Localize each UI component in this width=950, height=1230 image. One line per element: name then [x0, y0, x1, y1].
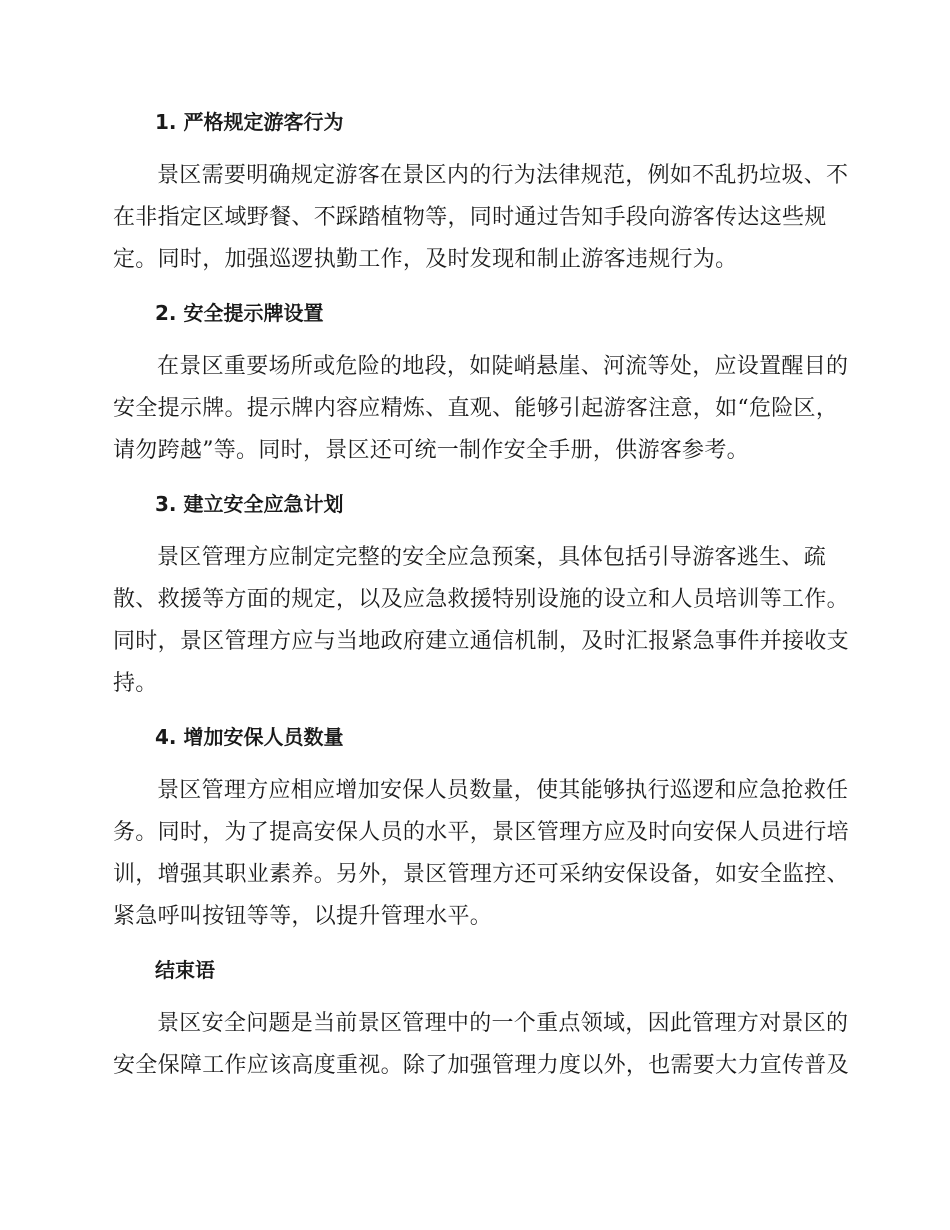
paragraph-line: 景区需要明确规定游客在景区内的行为法律规范，例如不乱扔垃圾、不: [157, 163, 849, 188]
section-3: [113, 490, 849, 705]
section-heading: 4. 增加安保人员数量: [155, 725, 344, 749]
section-conclusion: [113, 956, 849, 1087]
section-paragraph: [113, 346, 849, 472]
paragraph-line: 安全保障工作应该高度重视。除了加强管理力度以外，也需要大力宣传普及: [113, 1053, 849, 1078]
section-heading: 1. 严格规定游客行为: [155, 110, 344, 134]
paragraph-line: 紧急呼叫按钮等等，以提升管理水平。: [113, 904, 493, 929]
paragraph-line: 训，增强其职业素养。另外，景区管理方还可采纳安保设备，如安全监控、: [113, 862, 849, 887]
section-1: [113, 108, 849, 281]
section-paragraph: [113, 537, 849, 705]
document-page: [113, 108, 849, 1105]
section-4: [113, 723, 849, 938]
paragraph-line: 景区管理方应制定完整的安全应急预案，具体包括引导游客逃生、疏: [157, 545, 827, 570]
paragraph-line: 在景区重要场所或危险的地段，如陡峭悬崖、河流等处，应设置醒目的: [157, 354, 849, 379]
paragraph-line: 务。同时，为了提高安保人员的水平，景区管理方应及时向安保人员进行培: [113, 820, 849, 845]
paragraph-line: 请勿跨越”等。同时，景区还可统一制作安全手册，供游客参考。: [113, 438, 749, 463]
paragraph-line: 景区管理方应相应增加安保人员数量，使其能够执行巡逻和应急抢救任: [157, 778, 849, 803]
paragraph-line: 定。同时，加强巡逻执勤工作，及时发现和制止游客违规行为。: [113, 247, 738, 272]
paragraph-line: 散、救援等方面的规定，以及应急救援特别设施的设立和人员培训等工作。: [113, 587, 849, 612]
section-heading: 3. 建立安全应急计划: [155, 492, 344, 516]
paragraph-line: 景区安全问题是当前景区管理中的一个重点领域，因此管理方对景区的: [157, 1011, 849, 1036]
section-heading: 2. 安全提示牌设置: [155, 301, 324, 325]
section-heading: 结束语: [155, 958, 215, 982]
paragraph-line: 同时，景区管理方应与当地政府建立通信机制，及时汇报紧急事件并接收支: [113, 629, 849, 654]
section-2: [113, 299, 849, 472]
paragraph-line: 持。: [113, 671, 158, 696]
paragraph-line: 在非指定区域野餐、不踩踏植物等，同时通过告知手段向游客传达这些规: [113, 205, 827, 230]
section-paragraph: [113, 1003, 849, 1087]
section-paragraph: [113, 155, 849, 281]
section-paragraph: [113, 770, 849, 938]
paragraph-line: 安全提示牌。提示牌内容应精炼、直观、能够引起游客注意，如“危险区，: [113, 396, 839, 421]
